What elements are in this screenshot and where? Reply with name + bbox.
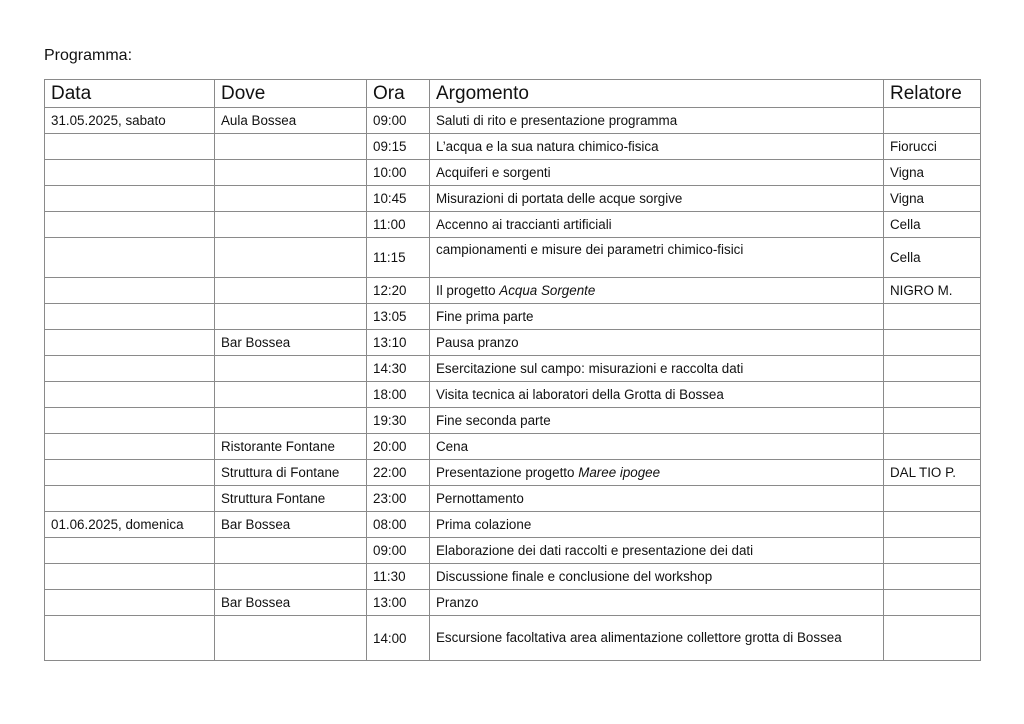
argomento-text: Accenno ai traccianti artificiali: [436, 217, 612, 232]
table-row: [45, 486, 981, 512]
cell-data: [45, 160, 215, 186]
cell-argomento: [430, 238, 884, 278]
cell-ora: 09:00: [367, 108, 430, 134]
cell-argomento: [430, 108, 884, 134]
cell-data: [45, 408, 215, 434]
cell-dove: [215, 186, 367, 212]
cell-ora: 14:30: [367, 356, 430, 382]
table-row: [45, 238, 981, 278]
cell-ora: 13:00: [367, 590, 430, 616]
cell-argomento: [430, 278, 884, 304]
table-row: [45, 538, 981, 564]
cell-ora: 08:00: [367, 512, 430, 538]
cell-relatore: [884, 616, 981, 661]
cell-data: [45, 278, 215, 304]
cell-dove: Struttura Fontane: [215, 486, 367, 512]
table-row: [45, 160, 981, 186]
cell-ora: 10:00: [367, 160, 430, 186]
argomento-text: Pernottamento: [436, 491, 524, 506]
cell-ora: 14:00: [367, 616, 430, 661]
cell-dove: [215, 238, 367, 278]
cell-argomento: [430, 330, 884, 356]
table-row: [45, 616, 981, 661]
cell-relatore: Cella: [884, 212, 981, 238]
argomento-text: Elaborazione dei dati raccolti e presentazione dei dati: [436, 543, 754, 558]
cell-argomento: [430, 408, 884, 434]
cell-dove: [215, 304, 367, 330]
cell-relatore: Vigna: [884, 186, 981, 212]
cell-dove: [215, 134, 367, 160]
page-title: Programma:: [44, 47, 133, 64]
argomento-text: Saluti di rito e presentazione programma: [436, 113, 678, 128]
table-row: [45, 186, 981, 212]
cell-dove: [215, 564, 367, 590]
cell-dove: Struttura di Fontane: [215, 460, 367, 486]
cell-relatore: [884, 486, 981, 512]
cell-argomento: [430, 538, 884, 564]
argomento-project-title: Acqua Sorgente: [499, 283, 596, 298]
cell-data: [45, 356, 215, 382]
argomento-text: L’acqua e la sua natura chimico-fisica: [436, 139, 659, 154]
cell-dove: [215, 382, 367, 408]
column-header-ora: Ora: [367, 80, 430, 108]
cell-data: 31.05.2025, sabato: [45, 108, 215, 134]
cell-ora: 13:10: [367, 330, 430, 356]
cell-relatore: DAL TIO P.: [884, 460, 981, 486]
argomento-text: Fine seconda parte: [436, 413, 551, 428]
cell-data: [45, 590, 215, 616]
argomento-text: Cena: [436, 439, 469, 454]
table-row: [45, 512, 981, 538]
cell-argomento: [430, 486, 884, 512]
cell-dove: [215, 356, 367, 382]
cell-argomento: [430, 356, 884, 382]
cell-data: [45, 382, 215, 408]
cell-relatore: [884, 538, 981, 564]
cell-data: [45, 460, 215, 486]
cell-ora: 19:30: [367, 408, 430, 434]
table-row: [45, 278, 981, 304]
cell-data: [45, 212, 215, 238]
cell-dove: [215, 538, 367, 564]
table-row: [45, 304, 981, 330]
column-header-data: Data: [45, 80, 215, 108]
cell-dove: Bar Bossea: [215, 590, 367, 616]
table-header-row: [45, 80, 981, 108]
cell-relatore: [884, 330, 981, 356]
cell-ora: 20:00: [367, 434, 430, 460]
cell-ora: 13:05: [367, 304, 430, 330]
cell-relatore: [884, 382, 981, 408]
cell-data: [45, 434, 215, 460]
program-table: [44, 79, 981, 661]
cell-dove: [215, 160, 367, 186]
cell-ora: 18:00: [367, 382, 430, 408]
argomento-text: Discussione finale e conclusione del workshop: [436, 569, 713, 584]
cell-data: [45, 538, 215, 564]
cell-relatore: NIGRO M.: [884, 278, 981, 304]
cell-relatore: [884, 356, 981, 382]
cell-data: [45, 330, 215, 356]
cell-data: [45, 616, 215, 661]
argomento-text: Presentazione progetto: [436, 465, 579, 480]
cell-argomento: [430, 160, 884, 186]
argomento-text: Pranzo: [436, 595, 479, 610]
cell-data: [45, 238, 215, 278]
table-row: [45, 434, 981, 460]
cell-relatore: Fiorucci: [884, 134, 981, 160]
cell-argomento: [430, 590, 884, 616]
cell-relatore: [884, 304, 981, 330]
cell-relatore: [884, 512, 981, 538]
cell-ora: 09:15: [367, 134, 430, 160]
table-row: [45, 330, 981, 356]
cell-dove: Aula Bossea: [215, 108, 367, 134]
cell-relatore: [884, 108, 981, 134]
cell-ora: 11:30: [367, 564, 430, 590]
cell-argomento: [430, 564, 884, 590]
table-row: [45, 212, 981, 238]
cell-ora: 11:15: [367, 238, 430, 278]
cell-argomento: [430, 304, 884, 330]
cell-data: [45, 134, 215, 160]
cell-ora: 11:00: [367, 212, 430, 238]
argomento-text: Prima colazione: [436, 517, 532, 532]
cell-argomento: [430, 616, 884, 661]
table-row: [45, 564, 981, 590]
cell-dove: [215, 278, 367, 304]
column-header-relatore: Relatore: [884, 80, 981, 108]
cell-argomento: [430, 134, 884, 160]
table-row: [45, 134, 981, 160]
argomento-text: Fine prima parte: [436, 309, 534, 324]
table-row: [45, 590, 981, 616]
table-body: [45, 108, 981, 661]
cell-dove: Bar Bossea: [215, 330, 367, 356]
cell-data: [45, 304, 215, 330]
argomento-project-title: Maree ipogee: [578, 465, 661, 480]
argomento-text: Visita tecnica ai laboratori della Grotta di Bossea: [436, 387, 724, 402]
cell-dove: [215, 212, 367, 238]
cell-ora: 22:00: [367, 460, 430, 486]
cell-relatore: Vigna: [884, 160, 981, 186]
cell-ora: 12:20: [367, 278, 430, 304]
table-row: [45, 382, 981, 408]
table-row: [45, 108, 981, 134]
cell-dove: Ristorante Fontane: [215, 434, 367, 460]
argomento-text: Acquiferi e sorgenti: [436, 165, 551, 180]
cell-argomento: [430, 434, 884, 460]
cell-data: [45, 564, 215, 590]
cell-argomento: [430, 186, 884, 212]
argomento-text: Il progetto: [436, 283, 500, 298]
cell-relatore: [884, 590, 981, 616]
column-header-argomento: Argomento: [430, 80, 884, 108]
cell-data: [45, 486, 215, 512]
table-row: [45, 408, 981, 434]
cell-ora: 23:00: [367, 486, 430, 512]
cell-relatore: [884, 408, 981, 434]
cell-dove: [215, 408, 367, 434]
argomento-text: Esercitazione sul campo: misurazioni e raccolta dati: [436, 361, 744, 376]
cell-ora: 10:45: [367, 186, 430, 212]
argomento-text: Escursione facoltativa area alimentazione collettore grotta di Bossea: [436, 630, 842, 645]
cell-relatore: [884, 434, 981, 460]
cell-argomento: [430, 512, 884, 538]
cell-data: [45, 186, 215, 212]
cell-relatore: [884, 564, 981, 590]
cell-ora: 09:00: [367, 538, 430, 564]
cell-argomento: [430, 460, 884, 486]
table-row: [45, 460, 981, 486]
cell-argomento: [430, 382, 884, 408]
table-row: [45, 356, 981, 382]
argomento-text: Pausa pranzo: [436, 335, 519, 350]
argomento-text: campionamenti e misure dei parametri chimico-fisici: [436, 242, 744, 257]
cell-data: 01.06.2025, domenica: [45, 512, 215, 538]
column-header-dove: Dove: [215, 80, 367, 108]
argomento-text: Misurazioni di portata delle acque sorgive: [436, 191, 683, 206]
cell-dove: Bar Bossea: [215, 512, 367, 538]
cell-dove: [215, 616, 367, 661]
cell-argomento: [430, 212, 884, 238]
cell-relatore: Cella: [884, 238, 981, 278]
